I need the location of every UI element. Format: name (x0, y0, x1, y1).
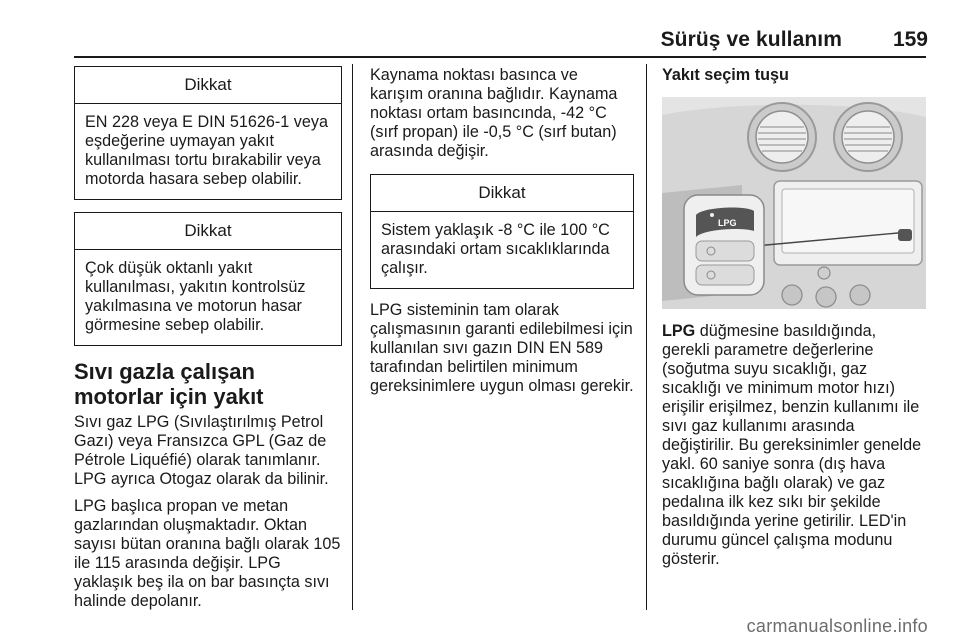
notice-title: Dikkat (75, 67, 341, 104)
notice-title: Dikkat (371, 175, 633, 212)
notice-text: Sistem yaklaşık -8 °C ile 100 °C arasındaki ortam sıcaklıklarında çalışır. (381, 221, 610, 277)
header-title: Sürüş ve kullanım (660, 28, 842, 51)
notice-box (74, 66, 342, 200)
column-divider (646, 64, 647, 610)
column-1 (74, 66, 342, 611)
center-knob (818, 267, 830, 279)
section-heading: Sıvı gazla çalışan motorlar için yakıt (74, 359, 264, 409)
paragraph-text: düğmesine basıldığında, gerekli parametre değerlerine (soğutma suyu sıcaklığı, gaz sıcaklığı ve minimum motor hızı) erişilir erişilmez, benzin kullanımı ile sıvı gaz kullanımı arasında değiştirilir. Bu gereksinimler genelde yakl. 60 saniye sonra (dış hava sıcaklığına bağlı olarak) ve gaz pedalına ilk kez sıkı bir şekilde basıldığında yerine getirilir. LED'in durumu güncel çalışma modunu gösterir. (662, 322, 922, 568)
page-number: 159 (892, 28, 928, 51)
paragraph: Kaynama noktası basınca ve karışım oranına bağlıdır. Kaynama noktası ortam basıncında, -42 °C (sırf propan) ile -0,5 °C (sırf butan) arasında değişir. (370, 66, 618, 160)
header-rule (74, 56, 926, 58)
paragraph (662, 322, 926, 569)
notice-text: Çok düşük oktanlı yakıt kullanılması, yakıtın kontrolsüz yakılmasına ve motorun hasar görmesine sebep olabilir. (85, 259, 306, 334)
column-2 (370, 66, 634, 396)
watermark: carmanualsonline.info (746, 616, 928, 636)
paragraph: LPG sisteminin tam olarak çalışmasının garanti edilebilmesi için kullanılan sıvı gazın DIN EN 589 tarafından belirtilen minimum gereksinimlere uygun olması gerekir. (370, 301, 634, 395)
section-heading: Yakıt seçim tuşu (662, 66, 789, 84)
air-vent-left (748, 103, 816, 171)
column-divider (352, 64, 353, 610)
lpg-label: LPG (662, 322, 696, 340)
column-3 (662, 66, 926, 569)
air-vent-right (834, 103, 902, 171)
dashboard-illustration (662, 97, 926, 309)
notice-title: Dikkat (75, 213, 341, 250)
paragraph: LPG başlıca propan ve metan gazlarından oluşmaktadır. Oktan sayısı bütan oranına bağlı olarak 105 ile 115 arasında değişir. LPG yaklaşık beş ila on bar basınçta sıvı halinde depolanır. (74, 497, 341, 610)
notice-box (370, 174, 634, 289)
notice-text: EN 228 veya E DIN 51626-1 veya eşdeğerine uymayan yakıt kullanılması tortu bırakabilir veya motorda hasara sebep olabilir. (85, 113, 328, 188)
lpg-switch-location (898, 229, 912, 241)
lpg-button-label: LPG (718, 218, 737, 228)
dashboard-drawing (662, 97, 926, 309)
notice-box (74, 212, 342, 346)
paragraph: Sıvı gaz LPG (Sıvılaştırılmış Petrol Gazı) veya Fransızca GPL (Gaz de Pétrole Liquéfié) olarak tanımlanır. LPG ayrıca Otogaz olarak da bilinir. (74, 413, 329, 488)
lpg-button-inset (662, 185, 764, 301)
